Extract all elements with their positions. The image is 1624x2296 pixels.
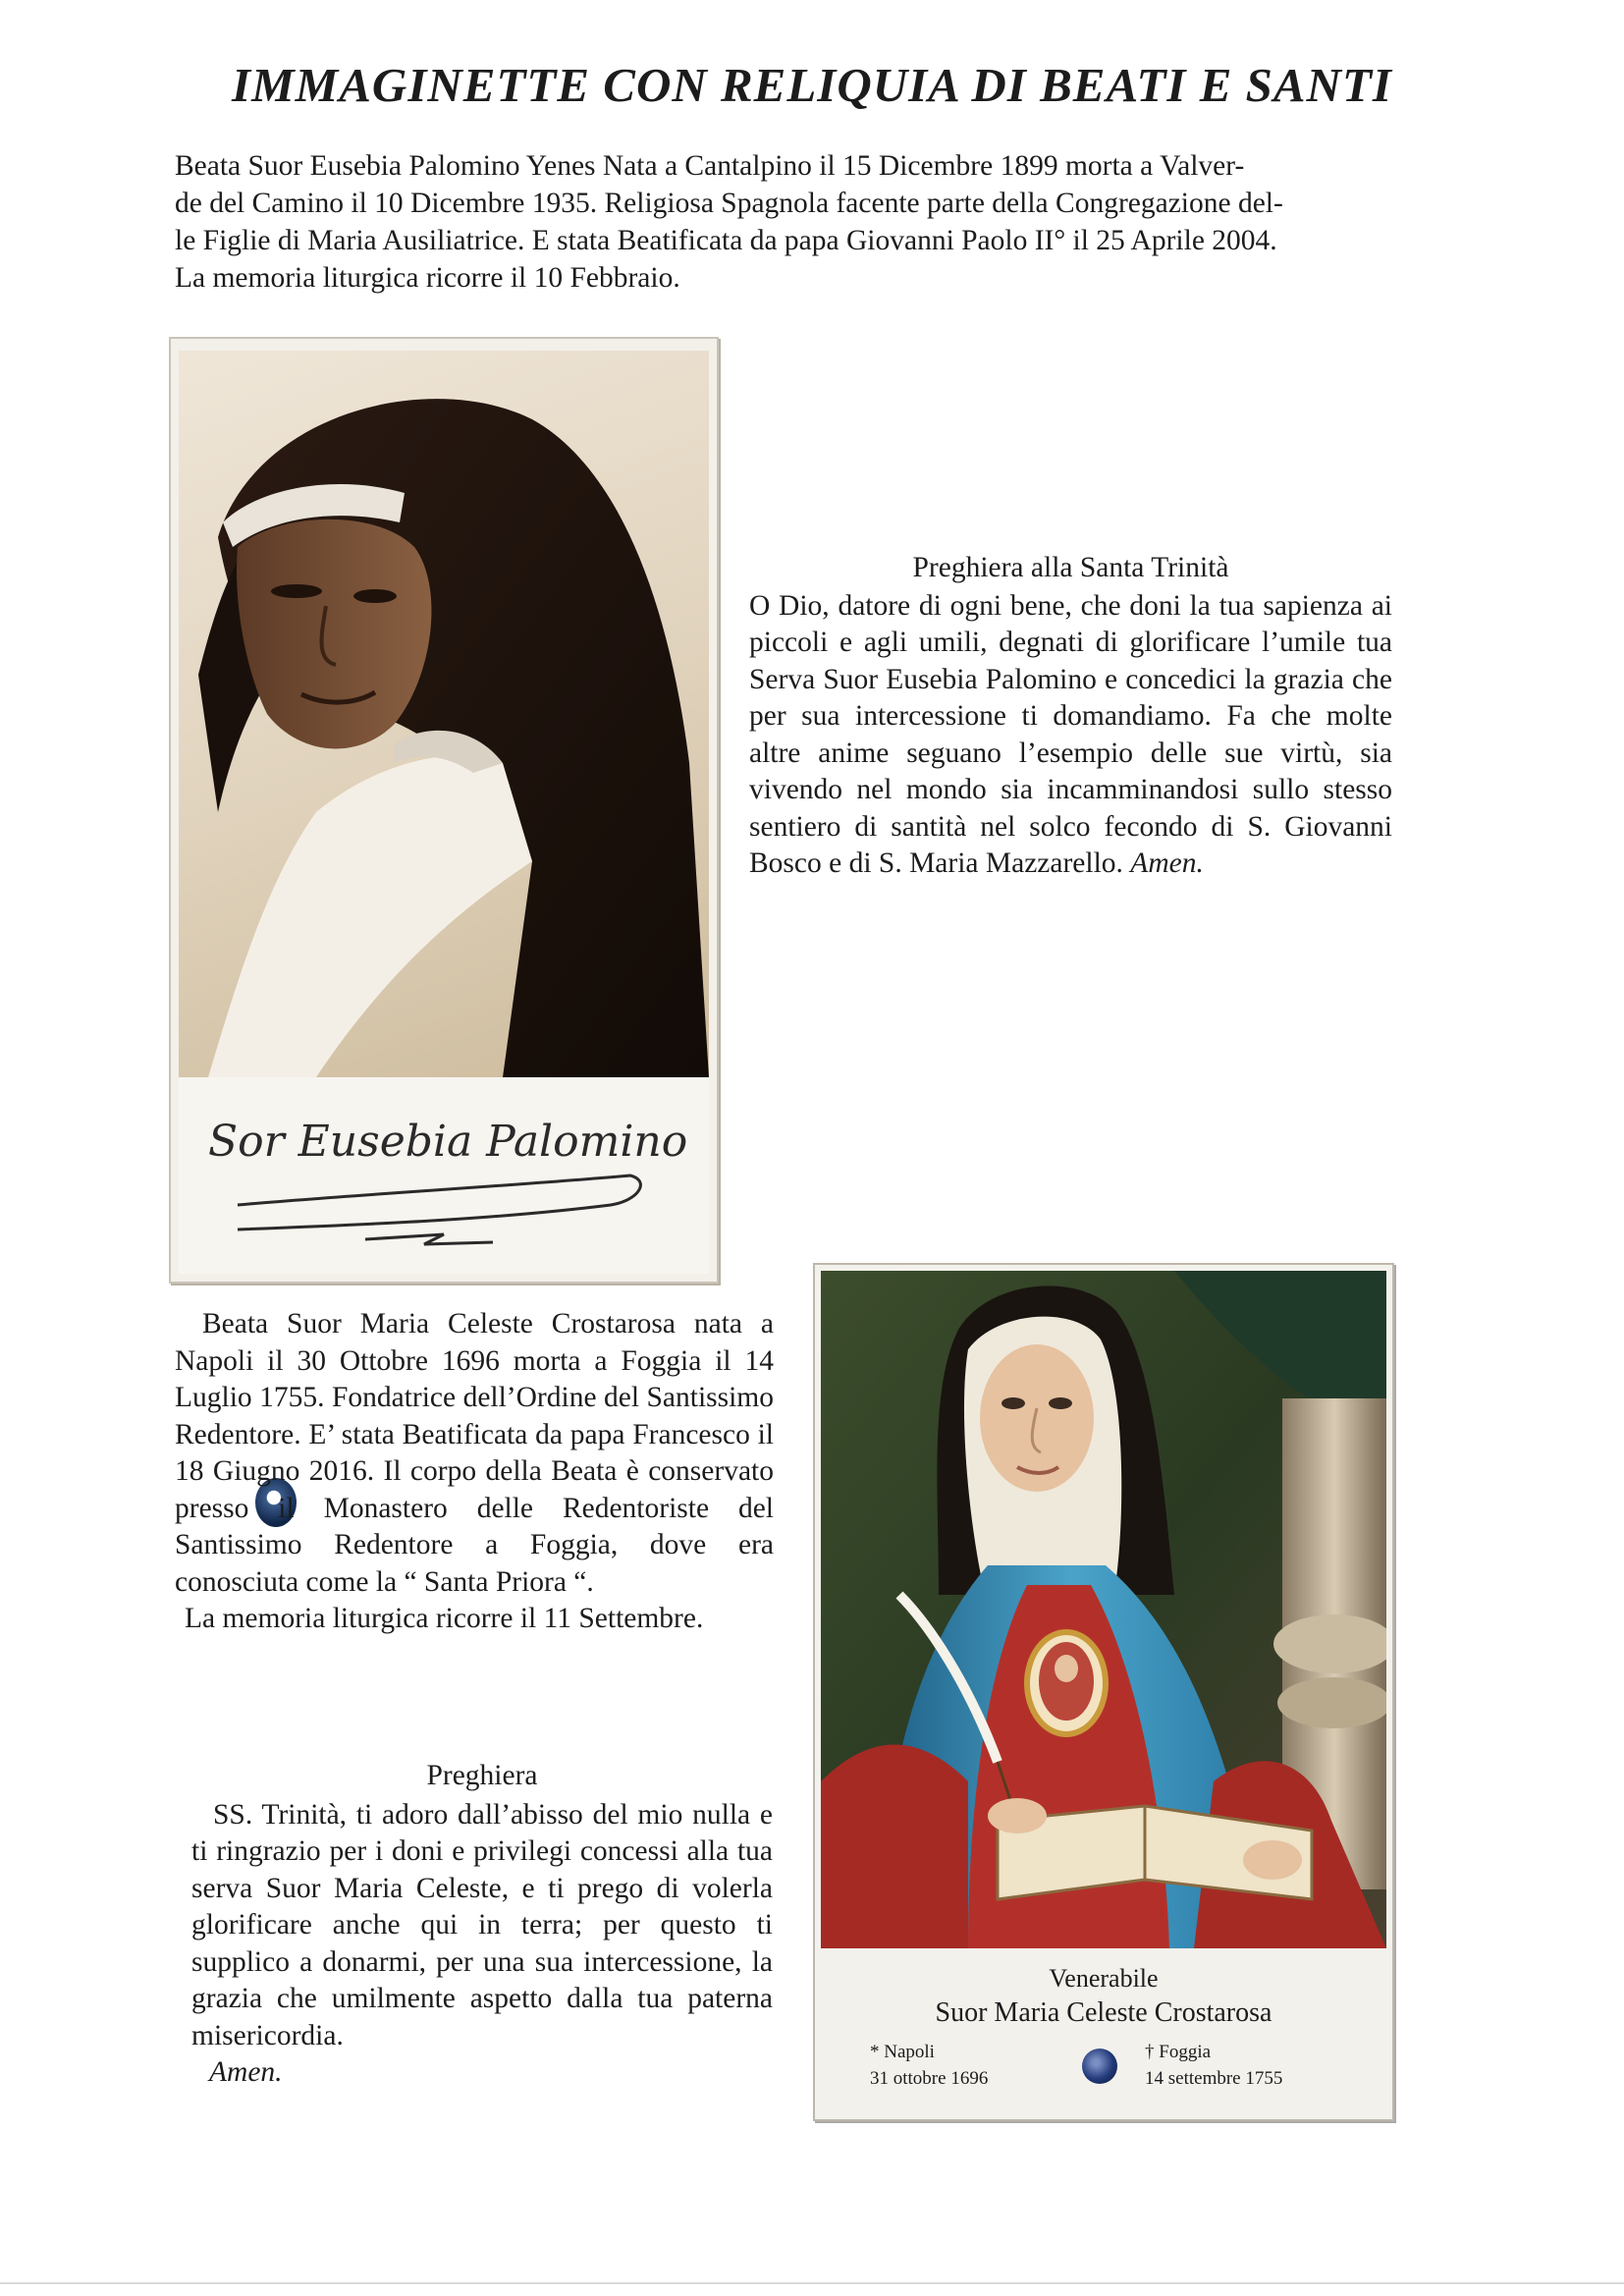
prayer-title: Preghiera alla Santa Trinità	[912, 552, 1229, 583]
prayer-title: Preghiera	[426, 1760, 538, 1791]
birth-place: * Napoli	[870, 2042, 935, 2062]
portrait-photo	[179, 351, 709, 1077]
birth-date: 31 ottobre 1696	[870, 2068, 989, 2089]
bio-maria-celeste	[175, 1306, 774, 1638]
bio-memoria: La memoria liturgica ricorre il 11 Settembre.	[185, 1603, 704, 1634]
holy-card-eusebia	[169, 337, 719, 1284]
signature: Sor Eusebia Palomino	[208, 1117, 688, 1167]
death-place: † Foggia	[1145, 2042, 1212, 2062]
signature-flourish	[198, 1146, 670, 1254]
painting-illustration	[821, 1271, 1386, 1948]
prayer-amen: Amen.	[209, 2056, 283, 2088]
caption-name: Suor Maria Celeste Crostarosa	[935, 1997, 1272, 2028]
caption-venerabile: Venerabile	[1049, 1964, 1159, 1993]
intro-line-3: le Figlie di Maria Ausiliatrice. E stata Beatificata da papa Giovanni Paolo II° il 25 Aprile 2004.	[175, 225, 1277, 256]
death-date: 14 settembre 1755	[1145, 2068, 1283, 2089]
relic-icon	[1082, 2049, 1117, 2084]
intro-line-4: La memoria liturgica ricorre il 10 Febbraio.	[175, 262, 680, 294]
page-title: IMMAGINETTE CON RELIQUIA DI BEATI E SANTI	[232, 58, 1392, 112]
card-caption	[815, 1958, 1392, 2115]
page-bottom-rule	[0, 2282, 1624, 2284]
intro-line-1: Beata Suor Eusebia Palomino Yenes Nata a Cantalpino il 15 Dicembre 1899 morta a Valver-	[175, 150, 1245, 182]
bio-text: Beata Suor Maria Celeste Crostarosa nata a Napoli il 30 Ottobre 1696 morta a Foggia il 14 Luglio 1755. Fondatrice dell’Ordine del Santissimo Redentore. E’ stata Beatificata da papa Francesco il 18 Giugno 2016. Il corpo della Beata è conservato presso il Monastero delle Redentoriste del Santissimo Redentore a Foggia, dove era conosciuta come la “ Santa Priora “.	[175, 1308, 774, 1598]
prayer-text: SS. Trinità, ti adoro dall’abisso del mio nulla e ti ringrazio per i doni e privilegi concessi alla tua serva Suor Maria Celeste, e ti prego di volerla glorificare anche qui in terra; per questo ti supplico a donarmi, per una sua intercessione, la grazia che umilmente aspetto dalla tua paterna misericordia.	[191, 1798, 773, 2051]
prayer-maria-celeste	[191, 1758, 773, 2092]
intro-line-2: de del Camino il 10 Dicembre 1935. Religiosa Spagnola facente parte della Congregazione del-	[175, 188, 1283, 219]
portrait-illustration	[179, 351, 709, 1077]
caption-birth	[870, 2039, 988, 2092]
prayer-santa-trinita	[749, 550, 1392, 883]
signature-area	[179, 1077, 709, 1274]
holy-card-maria-celeste	[813, 1263, 1394, 2121]
caption-death	[1145, 2039, 1282, 2092]
painting	[821, 1271, 1386, 1948]
prayer-amen: Amen.	[1130, 847, 1204, 879]
prayer-text: O Dio, datore di ogni bene, che doni la tua sapienza ai piccoli e agli umili, degnati di glorificare l’umile tua Serva Suor Eusebia Palomino e concedici la grazia che per sua intercessione ti domandiamo. Fa che molte altre anime seguano l’esempio delle sue virtù, sia vivendo nel mondo sia incamminandosi sullo stesso sentiero di santità nel solco fecondo di S. Giovanni Bosco e di S. Maria Mazzarello.	[749, 589, 1392, 879]
prayer-body	[749, 588, 1392, 883]
intro-paragraph	[175, 147, 1392, 297]
